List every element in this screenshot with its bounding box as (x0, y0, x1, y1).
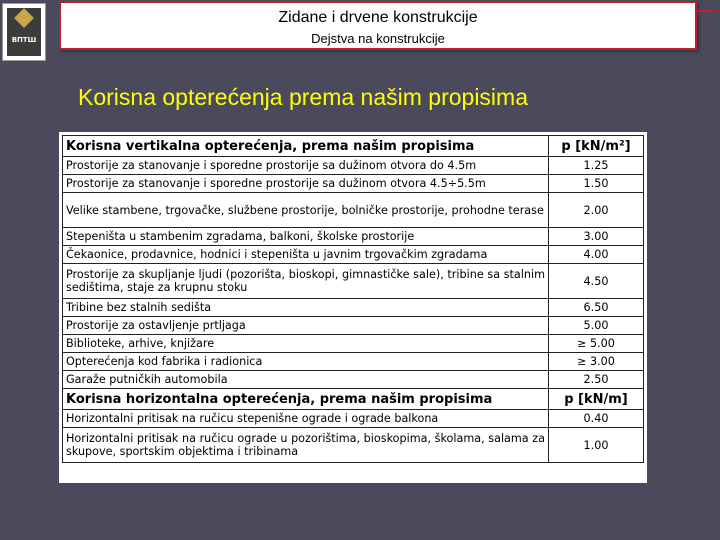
load-table-panel (59, 132, 647, 483)
logo (2, 3, 46, 61)
row-value: ≥ 5.00 (549, 335, 644, 353)
row-description: Velike stambene, trgovačke, službene prostorije, bolničke prostorije, prohodne terase (63, 193, 549, 228)
logo-subtext (9, 48, 39, 54)
slide-title: Korisna opterećenja prema našim propisima (78, 84, 528, 110)
row-value: 4.00 (549, 246, 644, 264)
row-description: Prostorije za stanovanje i sporedne prostorije sa dužinom otvora 4.5÷5.5m (63, 175, 549, 193)
table-row (63, 228, 644, 246)
table-row (63, 335, 644, 353)
row-description: Stepeništa u stambenim zgradama, balkoni, školske prostorije (63, 228, 549, 246)
horizontal-header-unit: p [kN/m] (549, 389, 644, 410)
logo-emblem (7, 8, 41, 56)
crown-icon (14, 8, 34, 28)
row-value: 1.00 (549, 428, 644, 463)
table-row (63, 264, 644, 299)
table-row (63, 353, 644, 371)
table-row (63, 317, 644, 335)
row-value: 1.25 (549, 157, 644, 175)
header-subtitle: Dejstva na konstrukcije (311, 31, 445, 46)
table-row (63, 299, 644, 317)
row-description: Opterećenja kod fabrika i radionica (63, 353, 549, 371)
table-header-row (63, 136, 644, 157)
row-description: Prostorije za stanovanje i sporedne prostorije sa dužinom otvora do 4.5m (63, 157, 549, 175)
row-description: Biblioteke, arhive, knjižare (63, 335, 549, 353)
row-value: 0.40 (549, 410, 644, 428)
row-value: 2.50 (549, 371, 644, 389)
header-accent-line (697, 10, 717, 12)
row-value: 3.00 (549, 228, 644, 246)
vertical-header-label: Korisna vertikalna opterećenja, prema našim propisima (63, 136, 549, 157)
row-description: Horizontalni pritisak na ručicu ograde u pozorištima, bioskopima, školama, salama za skupove, sportskim objektima i tribinama (63, 428, 549, 463)
load-table (62, 135, 644, 463)
row-description: Horizontalni pritisak na ručicu stepenišne ograde i ograde balkona (63, 410, 549, 428)
table-header-row (63, 389, 644, 410)
table-row (63, 371, 644, 389)
table-row (63, 428, 644, 463)
logo-text: ВПТШ (11, 36, 37, 44)
header-box (59, 1, 697, 50)
row-value: 2.00 (549, 193, 644, 228)
horizontal-header-label: Korisna horizontalna opterećenja, prema našim propisima (63, 389, 549, 410)
row-description: Prostorije za ostavljenje prtljaga (63, 317, 549, 335)
table-row (63, 193, 644, 228)
row-value: 1.50 (549, 175, 644, 193)
header-title: Zidane i drvene konstrukcije (278, 9, 478, 26)
row-description: Prostorije za skupljanje ljudi (pozorišta, bioskopi, gimnastičke sale), tribine sa stalnim sedištima, staje za krupnu stoku (63, 264, 549, 299)
row-description: Čekaonice, prodavnice, hodnici i stepeništa u javnim trgovačkim zgradama (63, 246, 549, 264)
table-row (63, 410, 644, 428)
row-description: Tribine bez stalnih sedišta (63, 299, 549, 317)
row-value: ≥ 3.00 (549, 353, 644, 371)
table-row (63, 175, 644, 193)
row-value: 5.00 (549, 317, 644, 335)
table-row (63, 157, 644, 175)
table-row (63, 246, 644, 264)
vertical-header-unit: p [kN/m²] (549, 136, 644, 157)
row-description: Garaže putničkih automobila (63, 371, 549, 389)
row-value: 6.50 (549, 299, 644, 317)
row-value: 4.50 (549, 264, 644, 299)
